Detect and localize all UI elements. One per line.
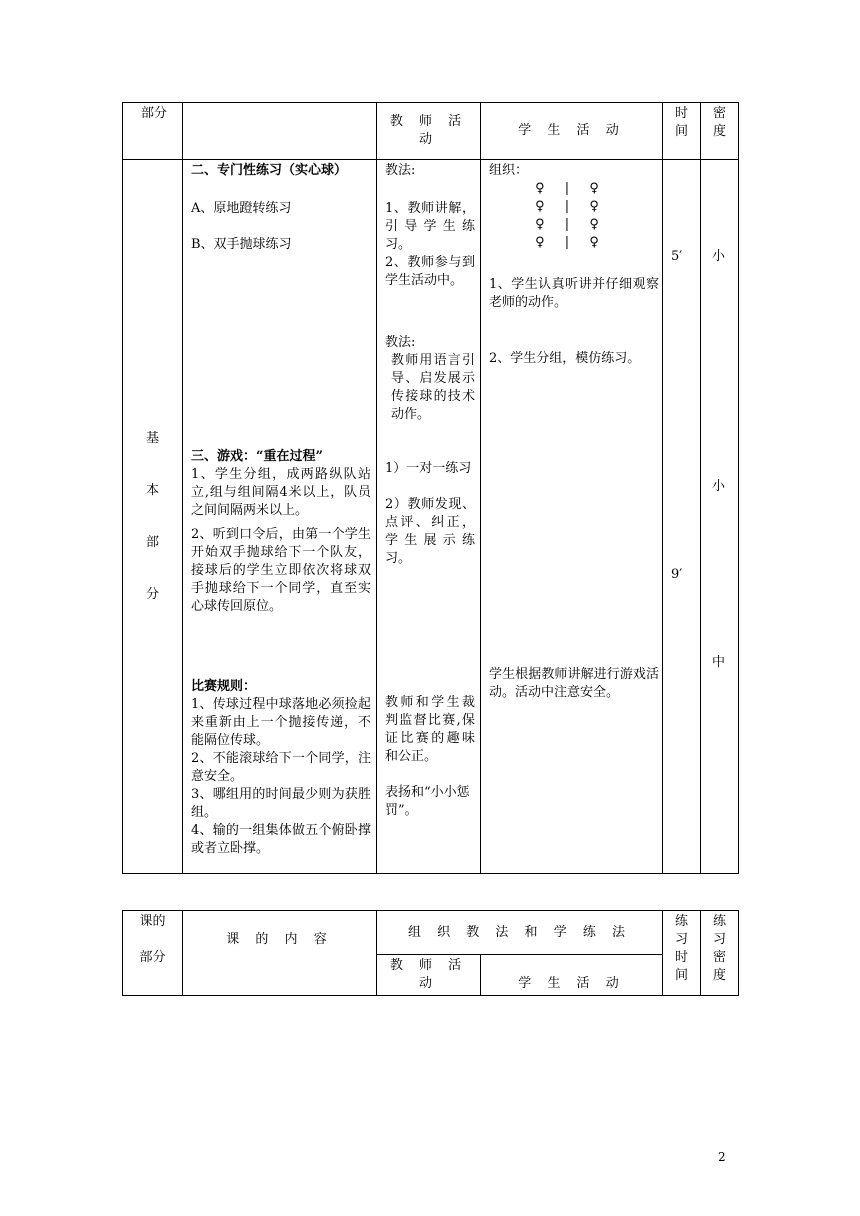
content-heading-1: 二、专门性练习（实心球）	[191, 163, 348, 178]
lesson-header-table	[122, 910, 739, 996]
formation-row: ♀ | ♀	[535, 235, 607, 250]
teacher-method-1-p1: 1、教师讲解，引导学生练习。	[385, 201, 475, 252]
header-time-text: 时间	[674, 106, 688, 139]
student-p3: 学生根据教师讲解进行游戏活动。活动中注意安全。	[489, 667, 659, 700]
page-number: 2	[718, 1150, 726, 1164]
student-org-title: 组织：	[489, 163, 529, 178]
section-char: 分	[145, 586, 159, 602]
content-item-a: A、原地蹬转练习	[191, 201, 292, 216]
rule-3: 3、哪组用的时间最少则为获胜组。	[191, 787, 371, 820]
formation-row: ♀ | ♀	[535, 217, 607, 232]
rule-1: 1、传球过程中球落地必须捡起来重新由上一个抛接传递，不能隔位传球。	[191, 697, 371, 748]
content-heading-2: 三、游戏：“重在过程”	[191, 449, 323, 464]
content-item-b: B、双手抛球练习	[191, 237, 292, 252]
header-row	[123, 103, 739, 160]
density-cell	[701, 160, 739, 874]
header-content	[183, 103, 377, 160]
student-p1: 1、学生认真听讲并仔细观察老师的动作。	[489, 277, 659, 310]
practice-time-header	[663, 911, 701, 996]
student-p2: 2、学生分组，模仿练习。	[489, 351, 641, 366]
student-cell	[481, 160, 663, 874]
student-activity-header: 学 生 活 动	[481, 955, 663, 996]
teacher-method-2-p2: 1）一对一练习	[385, 461, 472, 476]
header-student: 学 生 活 动	[481, 103, 663, 160]
time-cell	[663, 160, 701, 874]
teacher-cell	[377, 160, 481, 874]
content-header: 课 的 内 容	[183, 911, 377, 996]
formation-row: ♀ | ♀	[535, 181, 607, 196]
header-time	[663, 103, 701, 160]
teacher-method-1-title: 教法:	[385, 163, 416, 178]
formation-row: ♀ | ♀	[535, 199, 607, 214]
game-paragraph-2: 2、听到口令后，由第一个学生开始双手抛球给下一个队友，接球后的学生立即依次将球双手抛球给下一个同学，直至实心球传回原位。	[191, 527, 371, 614]
density-value-3: 中	[712, 655, 726, 670]
density-value-1: 小	[712, 249, 726, 264]
rule-2: 2、不能滚球给下一个同学，注意安全。	[191, 751, 371, 784]
game-paragraph-1: 1、学生分组，成两路纵队站立,组与组间隔4米以上，队员之间间隔两米以上。	[191, 467, 371, 518]
section-char: 基	[145, 430, 159, 446]
practice-density-text: 练习密度	[712, 914, 726, 983]
teacher-method-1-p2: 2、教师参与到学生活动中。	[385, 255, 475, 288]
time-value-2: 9′	[671, 567, 683, 582]
part-header-line-2: 部分	[139, 950, 166, 965]
section-char: 部	[145, 534, 159, 550]
teacher-game-p1: 教师和学生裁判监督比赛,保证比赛的趣味和公正。	[385, 695, 475, 764]
header-teacher: 教 师 活 动	[377, 103, 481, 160]
rules-title: 比赛规则：	[191, 679, 257, 694]
methods-header: 组 织 教 法 和 学 练 法	[377, 911, 663, 955]
teacher-method-2-p3: 2）教师发现、点评、纠正，学生展示练习。	[385, 497, 475, 566]
lesson-plan-table	[122, 102, 739, 874]
header2-row-1	[123, 911, 739, 955]
teacher-game-p2: 表扬和“小小惩罚”。	[385, 785, 470, 818]
section-label	[123, 160, 183, 874]
teacher-method-2-p1: 教师用语言引导、启发展示传接球的技术动作。	[391, 353, 475, 422]
part-header	[123, 911, 183, 996]
teacher-method-2-title: 教法:	[385, 335, 416, 350]
practice-density-header	[701, 911, 739, 996]
practice-time-text: 练习时间	[674, 914, 688, 983]
section-char: 本	[145, 482, 159, 498]
part-header-line-1: 课的	[139, 914, 166, 929]
header-density	[701, 103, 739, 160]
density-value-2: 小	[712, 479, 726, 494]
teacher-activity-header: 教 师 活 动	[377, 955, 481, 996]
content-cell	[183, 160, 377, 874]
header-density-text: 密度	[712, 106, 726, 139]
header-part: 部分	[123, 103, 183, 160]
main-row	[123, 160, 739, 874]
formation-diagram	[511, 180, 631, 252]
time-value-1: 5′	[671, 249, 683, 264]
rule-4: 4、输的一组集体做五个俯卧撑或者立卧撑。	[191, 823, 371, 856]
